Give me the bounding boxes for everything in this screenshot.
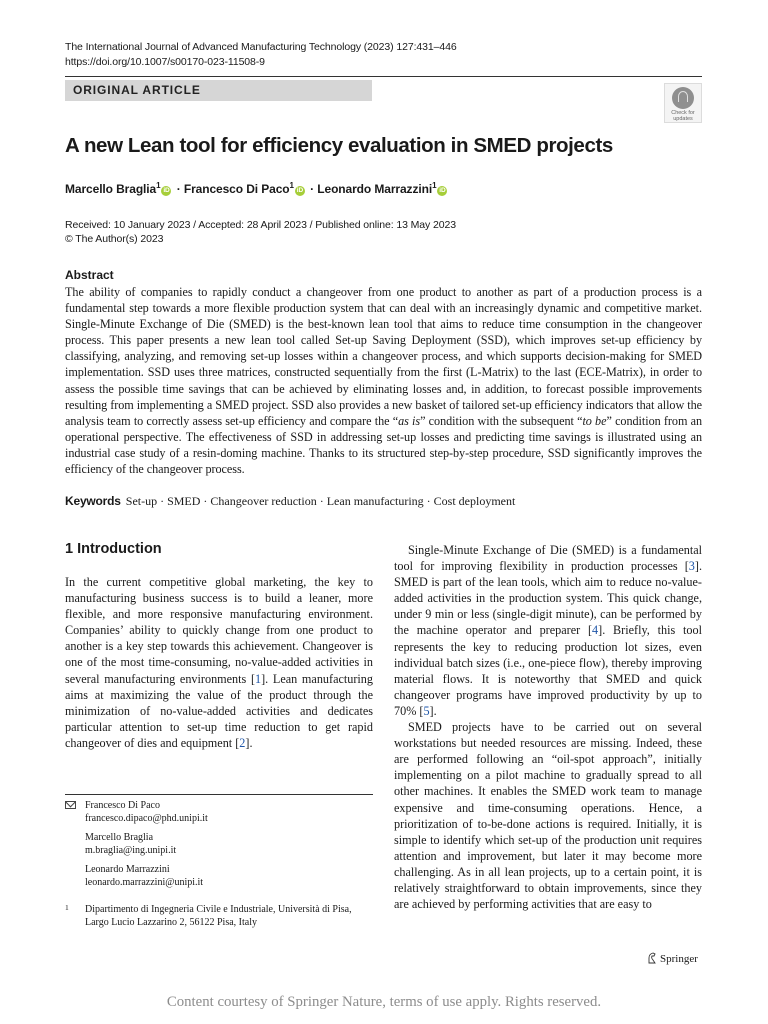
- contact-name: Marcello Braglia: [85, 832, 154, 843]
- abstract-italic: to be: [582, 413, 607, 428]
- check-for-updates-button[interactable]: [664, 83, 702, 123]
- journal-citation: The International Journal of Advanced Manufacturing Technology (2023) 127:431–446: [65, 41, 457, 53]
- article-type-banner: ORIGINAL ARTICLE: [65, 80, 372, 101]
- copyright-line: © The Author(s) 2023: [65, 233, 164, 245]
- author-name[interactable]: Francesco Di Paco: [183, 182, 290, 196]
- keywords: [65, 493, 705, 509]
- paragraph-text: In the current competitive global marketing, the key to manufacturing business success is to build a leaner, more flexible, and more responsive manufacturing environment. Companies’ ability to quickly change from one product to another is a key step towards this achievement. Changeover is one of the most time-consuming, no-value-added activities in several manufacturing environments [: [65, 575, 373, 686]
- author-affiliation-mark: 1: [156, 181, 161, 190]
- header-rule: [65, 76, 702, 77]
- springer-horse-icon: [647, 952, 657, 964]
- contact-name: Leonardo Marrazzini: [85, 864, 170, 875]
- paragraph-text: ].: [429, 703, 437, 718]
- corresponding-contacts: [65, 799, 373, 895]
- history-dates: Received: 10 January 2023 / Accepted: 28 April 2023 / Published online: 13 May 2023: [65, 219, 456, 231]
- paragraph-text: ]. Briefly, this tool represents the key to reducing production lot sizes, even individual batch sizes (i.e., one-piece flow), thereby improving material flows. It is noteworthy that SMED and quick changeover programs have improved productivity by up to 70% [: [394, 623, 702, 718]
- citation-link[interactable]: 3: [688, 559, 695, 574]
- body-column-left: [65, 574, 373, 751]
- abstract-part: The ability of companies to rapidly conduct a changeover from one product to another as part of a production process is a fundamental step towards a more flexible production system that can deal with an increasingly dynamic and competitive market. Single-Minute Exchange of Die (SMED) is the best-known lean tool that aims to reduce time consumption in the changeover process. This paper presents a new lean tool called Set-up Saving Deployment (SSD), which improves set-up efficiency by classifying, analyzing, and removing set-up losses within a changeover process, and which supports decision-making for SMED implementation. SSD uses three matrices, constructed sequentially from the first (L-Matrix) to the last (ECE-Matrix), in order to assess the possible time savings that can be achieved by eliminating losses and, in addition, to forecast possible improvements resulting from implementing a SMED project. SSD also provides a new basket of tailored set-up efficiency indicators that allow the analysis team to correctly assess set-up efficiency and compare the “: [65, 285, 702, 428]
- author-list: [65, 178, 449, 197]
- contact-email[interactable]: m.braglia@ing.unipi.it: [85, 845, 177, 856]
- citation-link[interactable]: 1: [255, 671, 262, 686]
- affiliation-text: Dipartimento di Ingegneria Civile e Industriale, Università di Pisa, Largo Lucio Lazzarino 2, 56122 Pisa, Italy: [85, 904, 352, 928]
- contact-entry: [65, 831, 373, 857]
- author-separator: ·: [173, 182, 184, 196]
- paragraph-text: ].: [245, 735, 253, 750]
- orcid-icon[interactable]: iD: [163, 187, 170, 194]
- journal-header: [65, 40, 457, 70]
- abstract-part: ” condition from an operational perspective. The effectiveness of SSD in addressing set-up losses and predicting time savings is illustrated using an industrial case study of a resin-doming machine. Thanks to its structured step-by-step procedure, SSD significantly improves the efficiency of the changeover process.: [65, 413, 703, 477]
- author-name[interactable]: Marcello Braglia: [65, 182, 157, 196]
- paragraph: [394, 542, 702, 719]
- footnote-rule: [65, 794, 373, 795]
- crossmark-label-2: updates: [673, 116, 693, 122]
- publication-dates: [65, 218, 456, 246]
- author-name[interactable]: Leonardo Marrazzini: [317, 182, 433, 196]
- crossmark-label-1: Check for: [671, 110, 695, 116]
- affiliation-number: 1: [65, 903, 69, 912]
- contact-email[interactable]: francesco.dipaco@phd.unipi.it: [85, 813, 208, 824]
- affiliation-footnote: [65, 903, 373, 929]
- keywords-list: Set-up · SMED · Changeover reduction · Lean manufacturing · Cost deployment: [125, 494, 516, 508]
- envelope-icon: [65, 801, 76, 809]
- article-title: A new Lean tool for efficiency evaluation in SMED projects: [65, 134, 613, 157]
- author-affiliation-mark: 1: [432, 181, 437, 190]
- abstract-heading: Abstract: [65, 268, 114, 282]
- contact-email[interactable]: leonardo.marrazzini@unipi.it: [85, 877, 204, 888]
- abstract-part: ” condition with the subsequent “: [420, 413, 583, 428]
- paragraph: SMED projects have to be carried out on several workstations but needed resources are missing. Indeed, these are performed following an “oil-spot approach”, initially implementing on a pilot machine to gradually spread to all other machines. It enables the SMED work team to manage expensive and time-consuming operations. Hence, a prioritization of to-be-done actions is required. Initially, it is simple to identify which set-up of the production unit requires attention and improvement, but later it may become more challenging. As in all lean projects, up to a certain point, it is relatively straightforward to obtain improvements, since they are achieved by performing activities that are easy to: [394, 720, 702, 912]
- crossmark-icon: [672, 87, 694, 109]
- body-column-right: [394, 542, 702, 912]
- abstract-italic: as is: [398, 413, 421, 428]
- contact-entry: [65, 799, 373, 825]
- contact-entry: [65, 863, 373, 889]
- publisher-name: Springer: [660, 953, 698, 965]
- author-affiliation-mark: 1: [289, 181, 294, 190]
- abstract-text: [65, 284, 702, 477]
- orcid-icon[interactable]: iD: [296, 187, 304, 194]
- paragraph-text: ]. Lean manufacturing aims at maximizing the value of the product through the minimization of no-value-added activities and dedicates particular attention to set-up time reduction to get rapid changeover of dies and equipment [: [65, 671, 373, 750]
- citation-link[interactable]: 5: [423, 703, 430, 718]
- paragraph-text: ]. SMED is part of the lean tools, which aim to reduce no-value-added activities in the production system. This quick change, under 9 min or less (single-digit minute), can be performed by the machine operator and preparer [: [394, 559, 702, 638]
- citation-link[interactable]: 4: [592, 623, 599, 638]
- citation-link[interactable]: 2: [239, 735, 246, 750]
- author-separator: ·: [306, 182, 318, 196]
- section-heading: 1 Introduction: [65, 541, 162, 557]
- doi-link[interactable]: https://doi.org/10.1007/s00170-023-11508-9: [65, 56, 265, 68]
- contact-name: Francesco Di Paco: [85, 800, 160, 811]
- paragraph-text: Single-Minute Exchange of Die (SMED) is a fundamental tool for improving flexibility in production processes [: [394, 543, 702, 574]
- publisher-logo: [647, 952, 698, 966]
- keywords-heading: Keywords: [65, 494, 121, 508]
- paragraph: [65, 574, 373, 751]
- courtesy-notice: Content courtesy of Springer Nature, terms of use apply. Rights reserved.: [166, 994, 602, 1010]
- orcid-icon[interactable]: iD: [439, 187, 446, 194]
